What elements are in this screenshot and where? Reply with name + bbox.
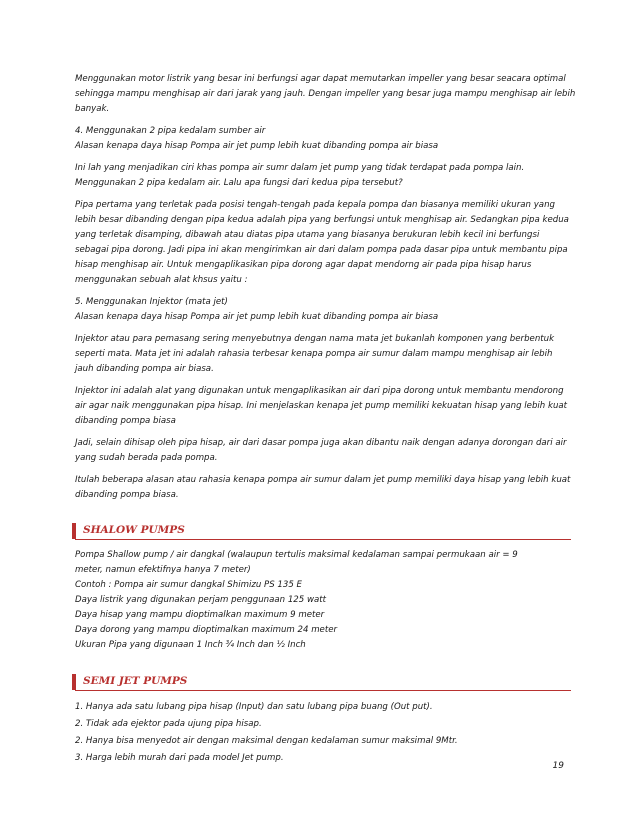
paragraph-line: sebagai pipa dorong. Jadi pipa ini akan mengirimkan air dari dalam pompa pada dasar pipa untuk membantu pipa [75,245,568,255]
semi-jet-pumps-list [75,699,571,767]
paragraph-line: Jadi, selain dihisap oleh pipa hisap, air dari dasar pompa juga akan dibantu naik dengan adanya dorongan dari air [75,438,567,448]
paragraph-line: Menggunakan motor listrik yang besar ini berfungsi agar dapat memutarkan impeller yang besar seacara optimal [75,74,566,84]
paragraph-line: Alasan kenapa daya hisap Pompa air jet pump lebih kuat dibanding pompa air biasa [75,141,439,151]
heading-accent-bar [72,523,76,539]
spec-line: Daya dorong yang mampu dioptimalkan maximum 24 meter [75,625,338,635]
paragraph-line: dibanding pompa biasa [75,416,176,426]
paragraph-line: air agar naik menggunakan pipa hisap. Ini menjelaskan kenapa jet pump memiliki kekuatan hisap yang lebih kuat [75,401,568,411]
heading-label: SEMI JET PUMPS [83,675,188,687]
spec-line: Ukuran Pipa yang digunaan 1 Inch ¾ Inch dan ½ Inch [75,640,306,650]
paragraph-line: dibanding pompa biasa. [75,490,179,500]
paragraph-line: yang sudah berada pada pompa. [75,453,218,463]
section-semi-jet-pumps [75,673,571,767]
paragraph-line: Pipa pertama yang terletak pada posisi tengah-tengah pada kepala pompa dan biasanya memiliki ukuran yang [75,200,555,210]
paragraph [75,436,571,466]
paragraph-line: jauh dibanding pompa air biasa. [75,364,214,374]
heading-label: SHALOW PUMPS [83,524,185,536]
paragraph-line: seperti mata. Mata jet ini adalah rahasia terbesar kenapa pompa air sumur dalam mampu menghisap air lebih [75,349,553,359]
section-shalow-pumps [75,522,571,653]
spec-line: Contoh : Pompa air sumur dangkal Shimizu PS 135 E [75,580,302,590]
spec-line: meter, namun efektifnya hanya 7 meter) [75,565,251,575]
shalow-pumps-specs [75,548,571,653]
paragraph-line: 5. Menggunakan Injektor (mata jet) [75,297,228,307]
list-item: 2. Tidak ada ejektor pada ujung pipa hisap. [75,719,262,729]
paragraph-line: Injektor ini adalah alat yang digunakan untuk mengaplikasikan air dari pipa dorong untuk membantu mendorong [75,386,564,396]
section-heading [75,522,571,540]
paragraph-line: Ini lah yang menjadikan ciri khas pompa air sumr dalam jet pump yang tidak terdapat pada pompa lain. [75,163,525,173]
paragraph-line: lebih besar dibanding dengan pipa kedua adalah pipa yang berfungsi untuk menghisap air. Sedangkan pipa kedua [75,215,569,225]
spec-line: Daya hisap yang mampu dioptimalkan maximum 9 meter [75,610,325,620]
paragraph [75,72,576,117]
paragraph [75,161,571,191]
paragraph [75,473,571,503]
paragraph-line: banyak. [75,104,110,114]
paragraph-line: Alasan kenapa daya hisap Pompa air jet pump lebih kuat dibanding pompa air biasa [75,312,439,322]
paragraph-line: hisap menghisap air. Untuk mengaplikasikan pipa dorong agar dapat mendorng air pada pipa hisap harus [75,260,532,270]
paragraph-line: sehingga mampu menghisap air dari jarak yang jauh. Dengan impeller yang besar juga mampu menghisap air lebih [75,89,576,99]
spec-line: Pompa Shallow pump / air dangkal (walaupun tertulis maksimal kedalaman sampai permukaan air = 9 [75,550,518,560]
paragraph [75,295,571,325]
paragraph-line: Itulah beberapa alasan atau rahasia kenapa pompa air sumur dalam jet pump memiliki daya hisap yang lebih kuat [75,475,571,485]
section-heading [75,673,571,691]
list-item: 2. Hanya bisa menyedot air dengan maksimal dengan kedalaman sumur maksimal 9Mtr. [75,736,458,746]
page-number: 19 [552,761,564,771]
paragraph [75,384,571,429]
paragraph [75,332,571,377]
paragraph-line: Injektor atau para pemasang sering menyebutnya dengan nama mata jet bukanlah komponen yang berbentuk [75,334,555,344]
paragraph [75,198,571,288]
paragraph-line: Menggunakan 2 pipa kedalam air. Lalu apa fungsi dari kedua pipa tersebut? [75,178,403,188]
paragraph-line: yang terletak disamping, dibawah atau diatas pipa utama yang biasanya berukuran lebih kecil ini berfungsi [75,230,540,240]
paragraph [75,124,571,154]
list-item: 1. Hanya ada satu lubang pipa hisap (Input) dan satu lubang pipa buang (Out put). [75,702,433,712]
paragraph-line: menggunakan sebuah alat khsus yaitu : [75,275,248,285]
document-body [75,72,576,767]
paragraph-line: 4. Menggunakan 2 pipa kedalam sumber air [75,126,266,136]
spec-line: Daya listrik yang digunakan perjam penggunaan 125 watt [75,595,326,605]
list-item: 3. Harga lebih murah dari pada model Jet pump. [75,753,284,763]
heading-accent-bar [72,674,76,690]
body-paragraphs [75,72,576,503]
